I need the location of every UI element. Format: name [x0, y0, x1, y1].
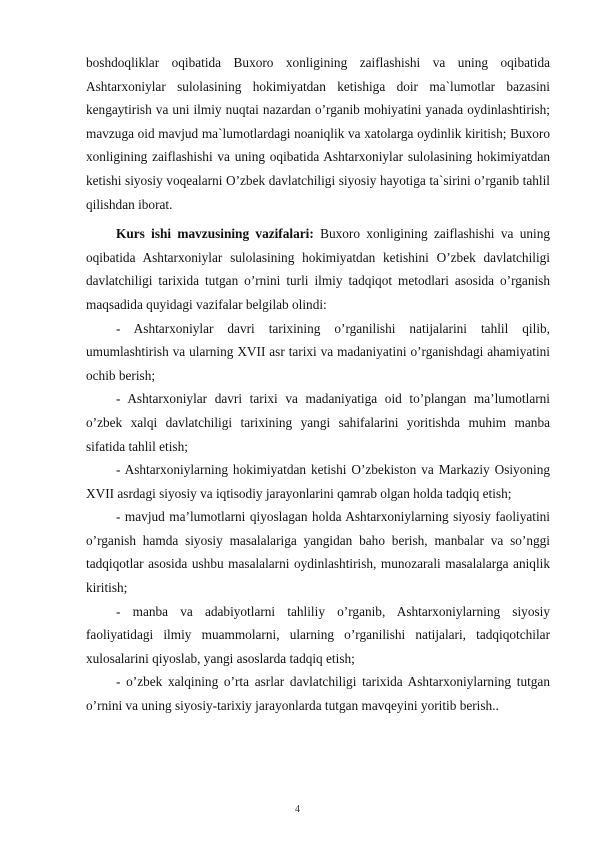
task-item-5: - manba va adabiyotlarni tahliliy o’rganib, Ashtarxoniylarning siyosiy faoliyatidagi ilmiy muammolarni, ularning o’rganilishi natijalari, tadqiqotchilar xulosalarini qiyoslab, yangi asoslarda tadqiq etish; — [86, 603, 550, 666]
task-item-4: - mavjud ma’lumotlarni qiyoslagan holda Ashtarxoniylarning siyosiy faoliyatini o’rganish hamda siyosiy masalalariga yangidan baho berish, manbalar va so’nggi tadqiqotlar asosida ushbu masalalarni oydinlashtirish, munozarali masalalarga aniqlik kiritish; — [86, 509, 550, 596]
tasks-heading: Kurs ishi mavzusining vazifalari: — [116, 226, 314, 242]
task-item-1: - Ashtarxoniylar davri tarixining o’rganilishi natijalarini tahlil qilib, umumlashtirish va ularning XVII asr tarixi va madaniyatini o’rganishdagi ahamiyatini ochib berish; — [86, 320, 550, 383]
tasks-paragraph — [86, 222, 550, 316]
intro-paragraph: boshdoqliklar oqibatida Buxoro xonligining zaiflashishi va uning oqibatida Ashtarxoniylar sulolasining hokimiyatdan ketishiga doir ma`lumotlar bazasini kengaytirish va uni ilmiy nuqtai nazardan o’rganib mohiyatini yanada oydinlashtirish; mavzuga oid mavjud ma`lumotlardagi noaniqlik va xatolarga oydinlik kiritish; Buxoro xonligining zaiflashishi va uning oqibatida Ashtarxoniylar sulolasining hokimiyatdan ketishi siyosiy voqealarni O’zbek davlatchiligi siyosiy hayotiga ta`sirini o’rganib tahlil qilishdan iborat. — [86, 55, 550, 212]
task-item-3: - Ashtarxoniylarning hokimiyatdan ketishi O’zbekiston va Markaziy Osiyoning XVII asrdagi siyosiy va iqtisodiy jarayonlarini qamrab olgan holda tadqiq etish; — [86, 462, 550, 501]
page-number: 4 — [295, 804, 300, 815]
tasks-text: Buxoro xonligining zaiflashishi va uning oqibatida Ashtarxoniylar sulolasining hokimiyatdan ketishini O’zbek davlatchiligi davlatchiligi tarixida tutgan o’rnini turli ilmiy tadqiqot metodlari asosida o’rganish maqsadida quyidagi vazifalar belgilab olindi: — [86, 226, 550, 312]
document-page — [86, 51, 550, 718]
task-item-6: - o’zbek xalqining o’rta asrlar davlatchiligi tarixida Ashtarxoniylarning tutgan o’rnini va uning siyosiy-tarixiy jarayonlarda tutgan mavqeyini yoritib berish.. — [86, 674, 550, 714]
task-item-2: - Ashtarxoniylar davri tarixi va madaniyatiga oid to’plangan ma’lumotlarni o’zbek xalqi davlatchiligi tarixining yangi sahifalarini yoritishda muhim manba sifatida tahlil etish; — [86, 391, 550, 454]
